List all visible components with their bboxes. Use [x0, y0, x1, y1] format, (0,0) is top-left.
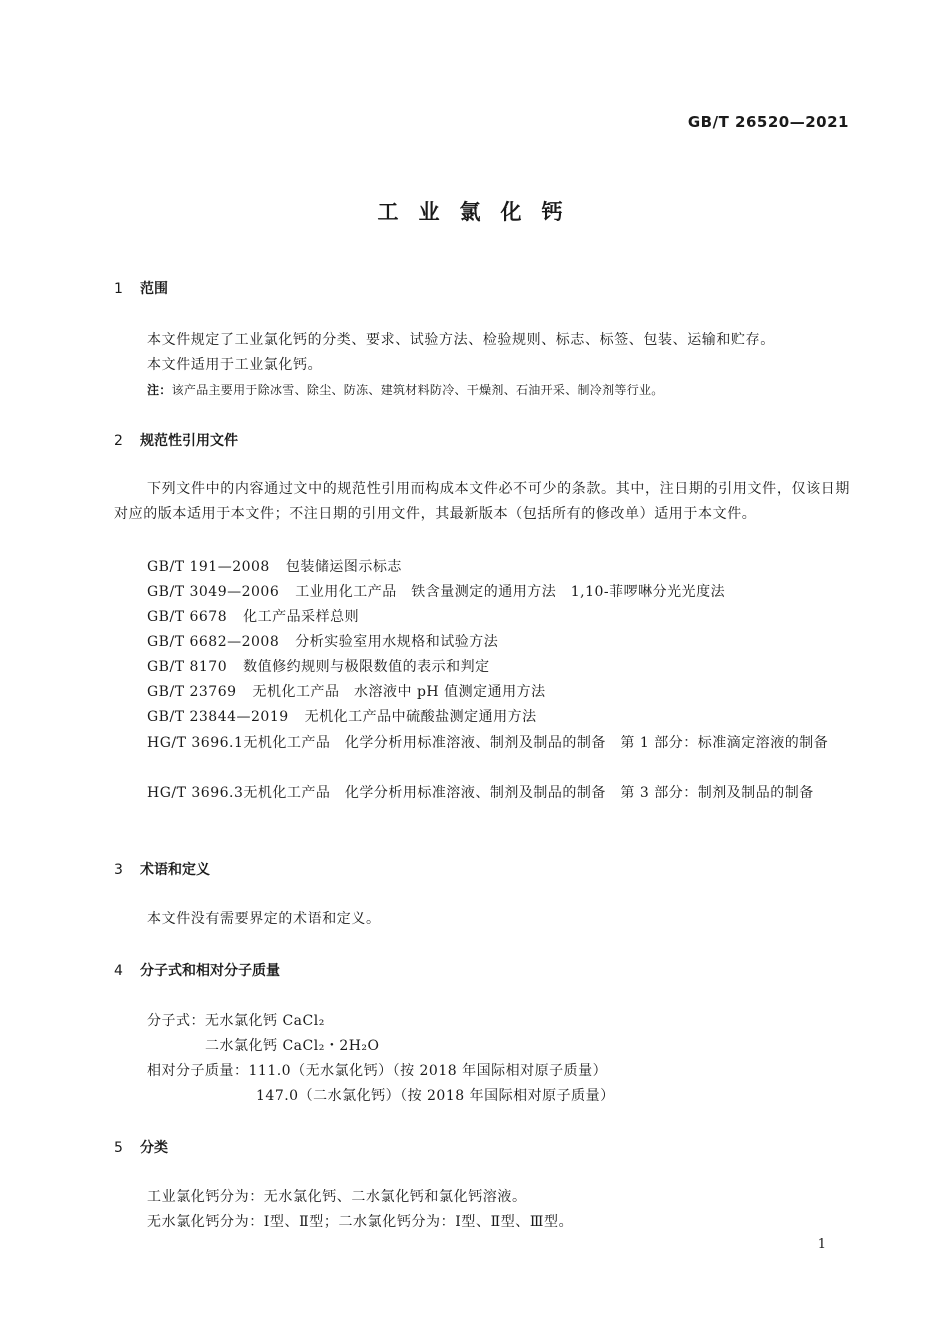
- formula-anhydrous: [147, 1010, 325, 1030]
- reference-code: GB/T 23844—2019: [147, 709, 289, 725]
- standard-code: GB/T 26520—2021: [687, 113, 849, 131]
- references-intro: 下列文件中的内容通过文中的规范性引用而构成本文件必不可少的条款。其中，注日期的引用文件，仅该日期对应的版本适用于本文件；不注日期的引用文件，其最新版本（包括所有的修改单）适用于本文件。: [114, 481, 850, 522]
- reference-item: [147, 556, 402, 576]
- section-number: 2: [114, 433, 123, 449]
- section-heading-terms: [114, 859, 210, 879]
- section-number: 4: [114, 963, 123, 979]
- section-title: 规范性引用文件: [140, 433, 238, 449]
- section-title: 范围: [140, 281, 168, 297]
- section-heading-classification: [114, 1137, 168, 1157]
- reference-item: [147, 706, 537, 726]
- classification-paragraph-2: 无水氯化钙分为：Ⅰ型、Ⅱ型；二水氯化钙分为：Ⅰ型、Ⅱ型、Ⅲ型。: [147, 1214, 574, 1230]
- reference-title: 数值修约规则与极限数值的表示和判定: [243, 659, 490, 675]
- reference-title: 无机化工产品 化学分析用标准溶液、制剂及制品的制备 第 1 部分：标准滴定溶液的制备: [243, 735, 829, 751]
- dihydrate-name: 二水氯化钙: [205, 1038, 278, 1054]
- reference-title: 无机化工产品中硫酸盐测定通用方法: [304, 709, 537, 725]
- reference-title: 分析实验室用水规格和试验方法: [295, 634, 499, 650]
- mass-anhydrous-value: 111.0（无水氯化钙）（按 2018 年国际相对原子质量）: [248, 1063, 608, 1079]
- reference-title: 无机化工产品 水溶液中 pH 值测定通用方法: [252, 684, 546, 700]
- terms-paragraph: 本文件没有需要界定的术语和定义。: [147, 911, 381, 927]
- reference-code: GB/T 8170: [147, 659, 228, 675]
- reference-title: 化工产品采样总则: [243, 609, 360, 625]
- reference-code: GB/T 191—2008: [147, 559, 270, 575]
- reference-code: HG/T 3696.3: [147, 785, 244, 801]
- reference-item: [147, 681, 546, 701]
- reference-item: [147, 631, 498, 651]
- reference-item: [147, 656, 490, 676]
- note-text: 该产品主要用于除冰雪、除尘、防冻、建筑材料防冷、干燥剂、石油开采、制冷剂等行业。: [171, 383, 664, 397]
- anhydrous-formula: CaCl₂: [282, 1013, 325, 1029]
- classification-paragraph-1: 工业氯化钙分为：无水氯化钙、二水氯化钙和氯化钙溶液。: [147, 1189, 527, 1205]
- scope-paragraph-2: 本文件适用于工业氯化钙。: [147, 357, 323, 373]
- reference-item: [147, 606, 359, 626]
- mass-label: 相对分子质量：: [147, 1063, 249, 1079]
- section-heading-scope: [114, 278, 168, 298]
- section-number: 3: [114, 862, 123, 878]
- molecular-mass-anhydrous: [147, 1060, 607, 1080]
- anhydrous-name: 无水氯化钙: [205, 1013, 278, 1029]
- reference-title: 工业用化工产品 铁含量测定的通用方法 1,10-菲啰啉分光光度法: [295, 584, 726, 600]
- reference-title: 包装储运图示标志: [285, 559, 402, 575]
- reference-code: GB/T 6682—2008: [147, 634, 280, 650]
- section-number: 5: [114, 1140, 123, 1156]
- reference-code: GB/T 6678: [147, 609, 228, 625]
- section-title: 分子式和相对分子质量: [140, 963, 280, 979]
- scope-note: [147, 381, 664, 398]
- document-title: 工业氯化钙: [377, 200, 583, 224]
- reference-item: [147, 581, 725, 601]
- section-title: 术语和定义: [140, 862, 210, 878]
- scope-paragraph-1: 本文件规定了工业氯化钙的分类、要求、试验方法、检验规则、标志、标签、包装、运输和贮存。: [147, 332, 775, 348]
- note-label: 注：: [147, 383, 172, 397]
- section-number: 1: [114, 281, 123, 297]
- section-title: 分类: [140, 1140, 168, 1156]
- reference-code: HG/T 3696.1: [147, 735, 244, 751]
- formula-dihydrate: [205, 1035, 380, 1055]
- section-heading-references: [114, 430, 238, 450]
- reference-item: [114, 731, 850, 756]
- molecular-mass-dihydrate: 147.0（二水氯化钙）（按 2018 年国际相对原子质量）: [256, 1088, 615, 1104]
- reference-code: GB/T 3049—2006: [147, 584, 280, 600]
- formula-label: 分子式：: [147, 1013, 205, 1029]
- reference-item: [114, 781, 850, 806]
- dihydrate-formula: CaCl₂・2H₂O: [282, 1038, 380, 1054]
- page-number: 1: [817, 1237, 826, 1252]
- reference-title: 无机化工产品 化学分析用标准溶液、制剂及制品的制备 第 3 部分：制剂及制品的制备: [243, 785, 814, 801]
- section-heading-formula: [114, 960, 280, 980]
- reference-code: GB/T 23769: [147, 684, 237, 700]
